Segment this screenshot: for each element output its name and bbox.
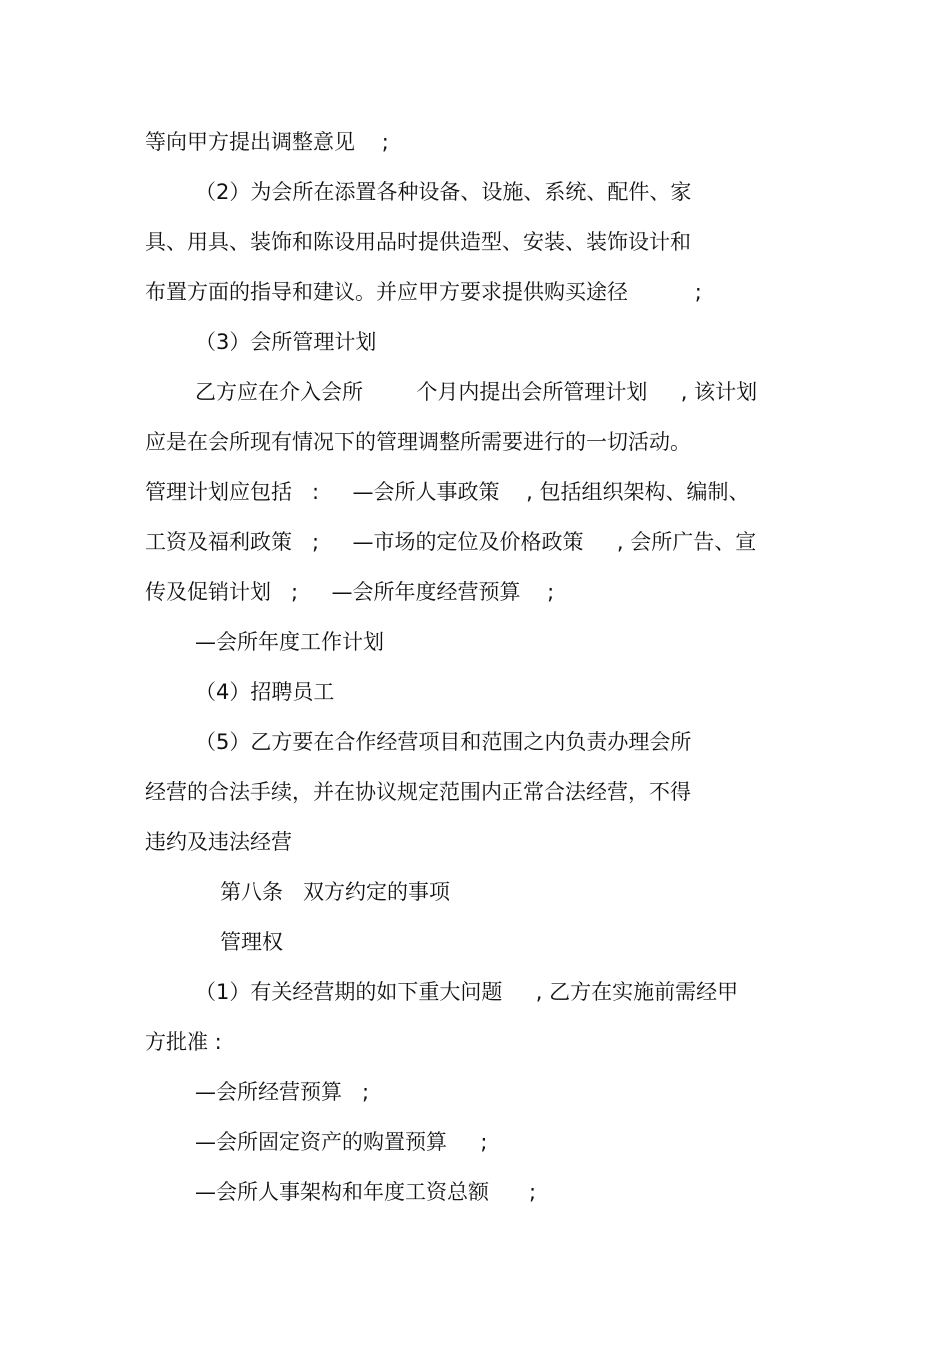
text-line: （3）会所管理计划 (195, 330, 377, 354)
text-line: 违约及违法经营 (145, 830, 292, 854)
text-line: 管理计划应包括 : —会所人事政策 , 包括组织架构、编制、 (145, 480, 750, 504)
text-line: （2）为会所在添置各种设备、设施、系统、配件、家 (195, 180, 692, 204)
text-line: 传及促销计划 ; —会所年度经营预算 ; (145, 580, 555, 604)
text-line: 经营的合法手续，并在协议规定范围内正常合法经营，不得 (145, 780, 691, 804)
text-line: 布置方面的指导和建议。并应甲方要求提供购买途径 ; (145, 280, 702, 304)
text-line: —会所经营预算 ; (195, 1080, 370, 1104)
text-line: 应是在会所现有情况下的管理调整所需要进行的一切活动。 (145, 430, 691, 454)
text-line: 等向甲方提出调整意见 ; (145, 130, 389, 154)
text-line: —会所年度工作计划 (195, 630, 384, 654)
text-line: 具、用具、装饰和陈设用品时提供造型、安装、装饰设计和 (145, 230, 691, 254)
text-line: 工资及福利政策 ; —市场的定位及价格政策 , 会所广告、宣 (145, 530, 757, 554)
text-line: —会所固定资产的购置预算 ; (195, 1130, 488, 1154)
section-heading: 第八条 双方约定的事项 (220, 880, 451, 904)
text-line: （5）乙方要在合作经营项目和范围之内负责办理会所 (195, 730, 692, 754)
text-line: 方批准 : (145, 1030, 222, 1054)
text-line: （1）有关经营期的如下重大问题 , 乙方在实施前需经甲 (195, 980, 739, 1004)
subheading: 管理权 (220, 930, 283, 954)
text-line: （4）招聘员工 (195, 680, 335, 704)
text-line: 乙方应在介入会所 个月内提出会所管理计划 , 该计划 (195, 380, 758, 404)
text-line: —会所人事架构和年度工资总额 ; (195, 1180, 537, 1204)
